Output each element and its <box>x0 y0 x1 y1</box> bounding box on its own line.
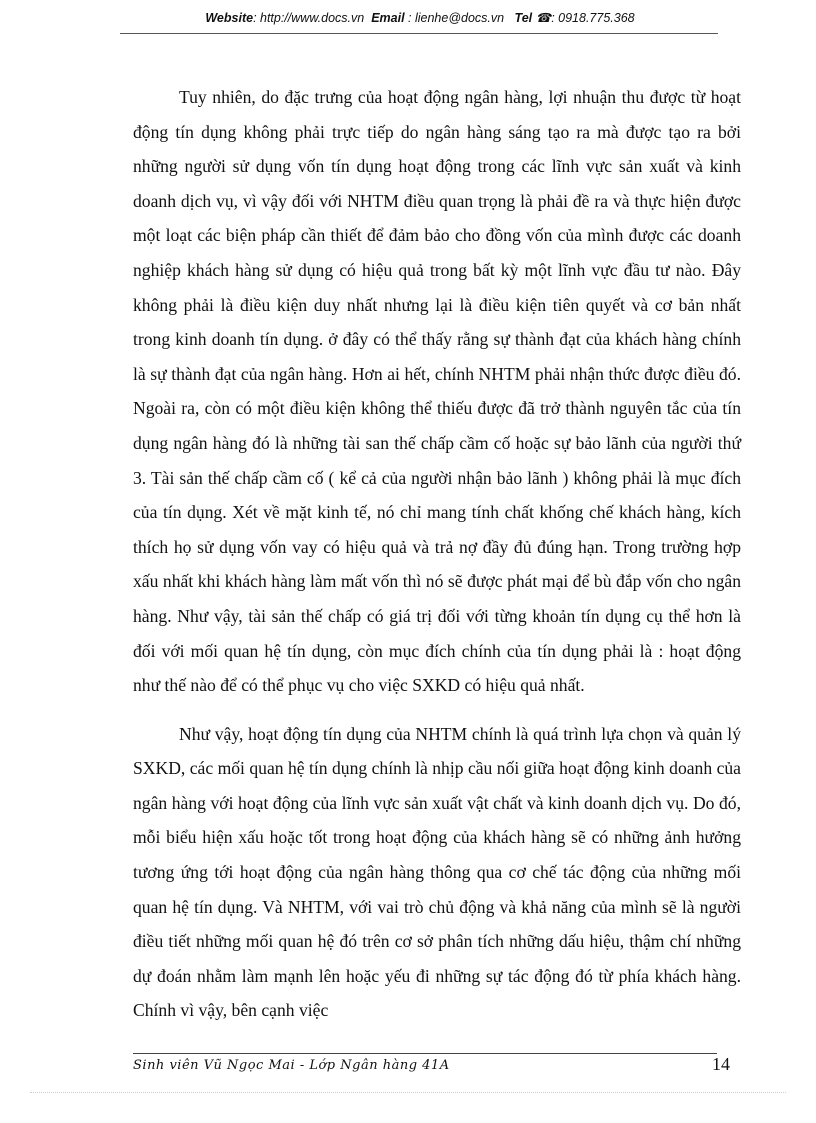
footer-divider <box>133 1053 717 1054</box>
footer-author: Sinh viên Vũ Ngọc Mai - Lớp Ngân hàng 41A <box>133 1058 450 1073</box>
email-label: Email <box>371 11 405 25</box>
website-url[interactable]: : http://www.docs.vn <box>253 11 365 25</box>
header-divider <box>120 33 718 34</box>
page-bottom-border <box>30 1092 786 1093</box>
tel-label: Tel <box>514 11 533 25</box>
website-label: Website <box>205 11 254 25</box>
page-header <box>120 10 720 30</box>
paragraph-1: Tuy nhiên, do đặc trưng của hoạt động ngân hàng, lợi nhuận thu được từ hoạt động tín dụng không phải trực tiếp do ngân hàng sáng tạo ra mà được tạo ra bởi những người sử dụng vốn tín dụng hoạt động trong các lĩnh vực sản xuất và kinh doanh dịch vụ, vì vậy đối với NHTM điều quan trọng là phải đề ra và thực hiện được một loạt các biện pháp cần thiết để đảm bảo cho đồng vốn của mình được các doanh nghiệp khách hàng sử dụng có hiệu quả trong bất kỳ một lĩnh vực đầu tư nào. Đây không phải là điều kiện duy nhất nhưng lại là điều kiện tiên quyết và cơ bản nhất trong kinh doanh tín dụng. ở đây có thể thấy rằng sự thành đạt của khách hàng chính là sự thành đạt của ngân hàng. Hơn ai hết, chính NHTM phải nhận thức được điều đó. Ngoài ra, còn có một điều kiện không thể thiếu được đã trở thành nguyên tắc của tín dụng ngân hàng đó là những tài san thế chấp cầm cố hoặc sự bảo lãnh của người thứ 3. Tài sản thế chấp cầm cố ( kể cả của người nhận bảo lãnh ) không phải là mục đích của tín dụng. Xét về mặt kinh tế, nó chỉ mang tính chất khống chế khách hàng, kích thích họ sử dụng vốn vay có hiệu quả và trả nợ đầy đủ đúng hạn. Trong trường hợp xấu nhất khi khách hàng làm mất vốn thì nó sẽ được phát mại để bù đắp vốn cho ngân hàng. Như vậy, tài sản thế chấp có giá trị đối với từng khoản tín dụng cụ thể hơn là đối với mối quan hệ tín dụng, còn mục đích chính của tín dụng phải là : hoạt động như thế nào để có thể phục vụ cho việc SXKD có hiệu quả nhất. <box>133 87 741 696</box>
page-number: 14 <box>712 1054 730 1074</box>
document-body <box>133 80 741 1042</box>
paragraph-2: Như vậy, hoạt động tín dụng của NHTM chính là quá trình lựa chọn và quản lý SXKD, các mối quan hệ tín dụng chính là nhịp cầu nối giữa hoạt động kinh doanh của ngân hàng với hoạt động của lĩnh vực sản xuất vật chất và kinh doanh dịch vụ. Do đó, mỗi biểu hiện xấu hoặc tốt trong hoạt động của khách hàng sẽ có những ảnh hưởng tương ứng tới hoạt động của ngân hàng thông qua cơ chế tác động của những mối quan hệ tín dụng. Và NHTM, với vai trò chủ động và khả năng của mình sẽ là người điều tiết những mối quan hệ đó trên cơ sở phân tích những dấu hiệu, thậm chí những dự đoán nhằm làm mạnh lên hoặc yếu đi những sự tác động đó từ phía khách hàng. Chính vì vậy, bên cạnh việc <box>133 723 741 1021</box>
email-address[interactable]: : lienhe@docs.vn <box>404 11 505 25</box>
tel-number: : 0918.775.368 <box>551 11 635 25</box>
phone-icon: ☎ <box>535 11 552 25</box>
